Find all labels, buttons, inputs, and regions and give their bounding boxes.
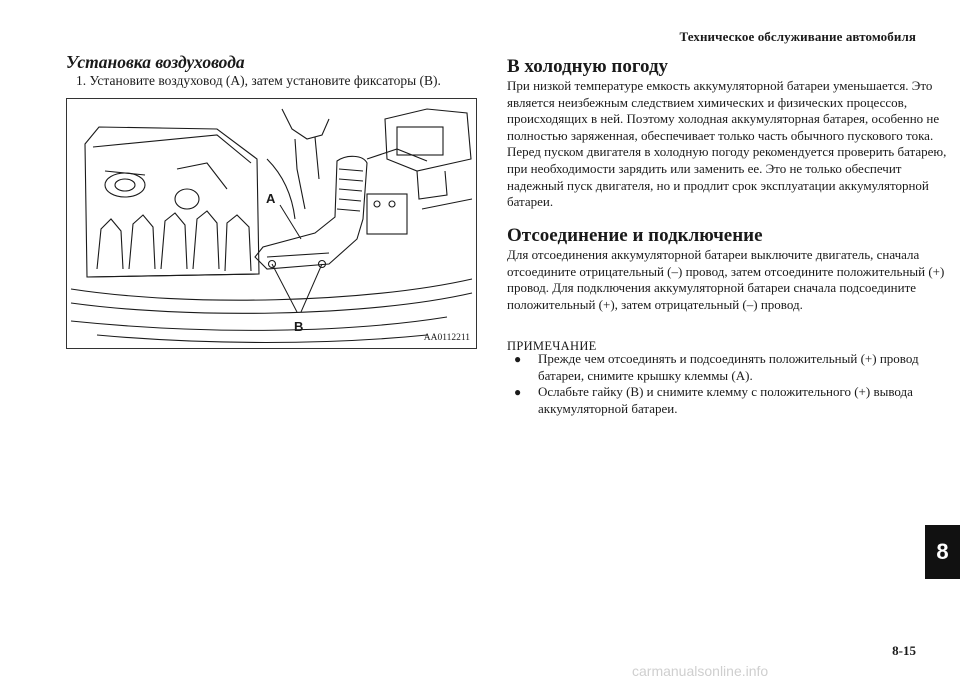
step-1-text: 1. Установите воздуховод (A), затем установите фиксаторы (B). bbox=[76, 73, 441, 88]
engine-bay-drawing bbox=[67, 99, 476, 348]
note-bullet-2 bbox=[514, 384, 944, 417]
running-header: Техническое обслуживание автомобиля bbox=[679, 29, 916, 44]
heading-disconnect-connect: Отсоединение и подключение bbox=[507, 225, 763, 246]
bullet-dot-icon: ● bbox=[514, 385, 522, 399]
note-bullet-2-text: Ослабьте гайку (B) и снимите клемму с положительного (+) вывода аккумуляторной батареи. bbox=[538, 384, 913, 416]
note-bullet-1-text: Прежде чем отсоединять и подсоединять положительный (+) провод батареи, снимите крышку клеммы (A). bbox=[538, 351, 919, 383]
watermark: carmanualsonline.info bbox=[632, 663, 769, 679]
callout-a: A bbox=[266, 191, 276, 206]
engine-bay-illustration bbox=[66, 98, 477, 349]
page-number: 8-15 bbox=[892, 643, 916, 658]
callout-b: B bbox=[294, 319, 304, 334]
paragraph-disconnect-connect: Для отсоединения аккумуляторной батареи выключите двигатель, сначала отсоедините отрицательный (–) провод, затем отсоедините положительный (+) провод. Для подключения аккумуляторной батареи сначала подсоедините положительный (+), затем отрицательный (–) провод. bbox=[507, 247, 945, 312]
chapter-tab: 8 bbox=[925, 525, 960, 579]
paragraph-cold-weather: При низкой температуре емкость аккумуляторной батареи уменьшается. Это является неизбежным следствием химических и физических процессов, происходящих в ней. Поэтому холодная аккумуляторная батарея, особенно не полностью заряженная, обеспечивает только часть обычного пускового тока. Перед пуском двигателя в холодную погоду рекомендуется проверить батарею, при необходимости зарядить или заменить ее. Это не только обеспечит надежный пуск двигателя, но и продлит срок эксплуатации аккумуляторной батареи. bbox=[507, 78, 947, 210]
section-title-air-duct: Установка воздуховода bbox=[66, 52, 245, 72]
heading-cold-weather: В холодную погоду bbox=[507, 56, 669, 77]
bullet-dot-icon: ● bbox=[514, 352, 522, 366]
figure-code: AA0112211 bbox=[423, 333, 470, 343]
note-bullet-1 bbox=[514, 351, 944, 384]
note-label: ПРИМЕЧАНИЕ bbox=[507, 339, 597, 353]
